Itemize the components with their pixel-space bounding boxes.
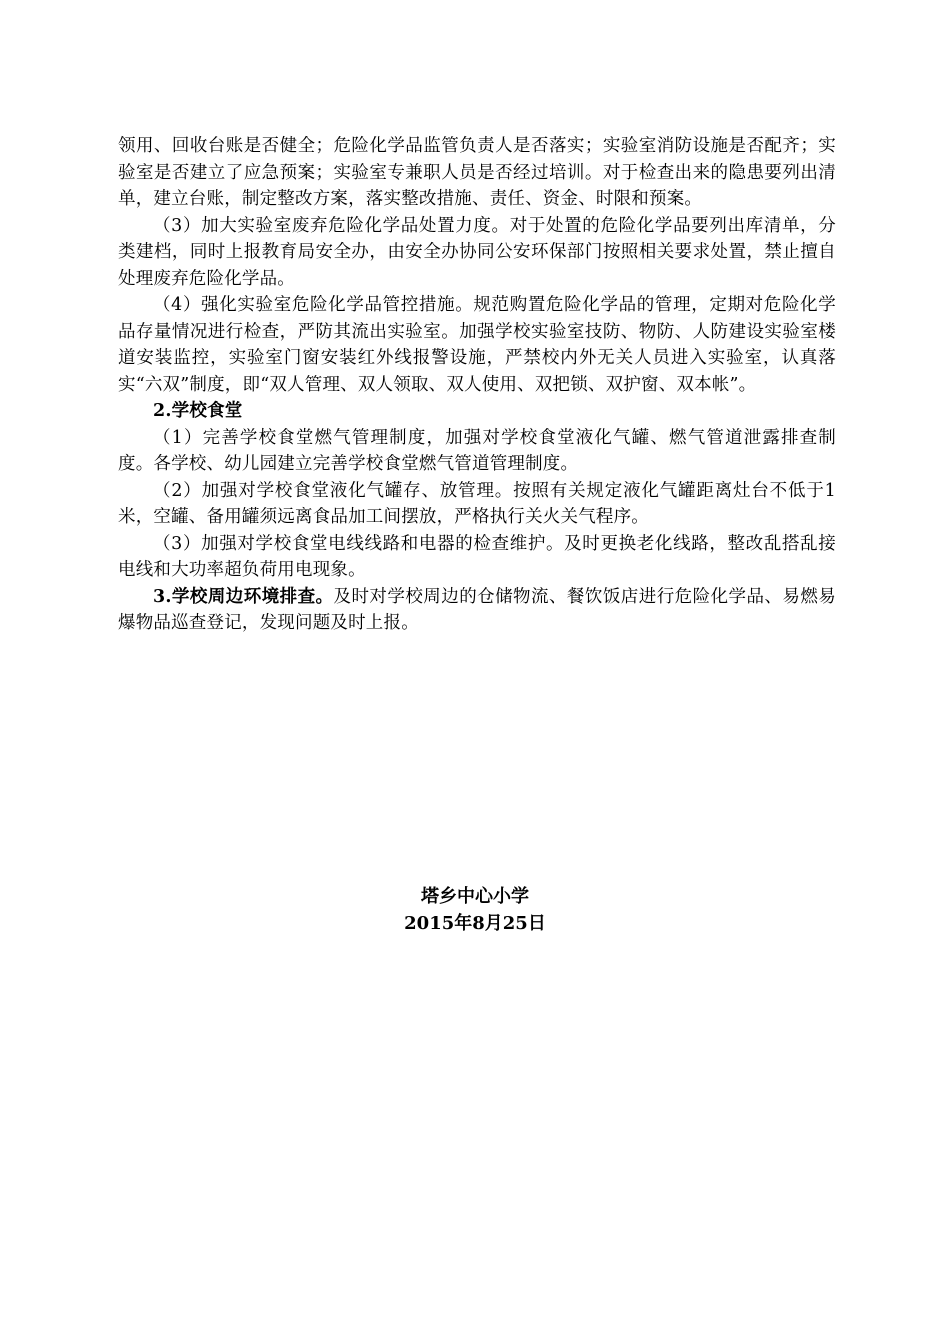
paragraph-inspection-items: 领用、回收台账是否健全；危险化学品监管负责人是否落实；实验室消防设施是否配齐；实验室是否建立了应急预案；实验室专兼职人员是否经过培训。对于检查出来的隐患要列出清单，建立台账，制定整改方案，落实整改措施、责任、资金、时限和预案。 — [118, 136, 836, 209]
paragraph-gas-tank-storage: （2）加强对学校食堂液化气罐存、放管理。按照有关规定液化气罐距离灶台不低于1米，空罐、备用罐须远离食品加工间摆放，严格执行关火关气程序。 — [118, 480, 836, 527]
document-body — [118, 133, 836, 637]
signature-block — [0, 883, 950, 937]
signature-date: 2015年8月25日 — [404, 913, 546, 934]
surroundings-text: 及时对学校周边的仓储物流、餐饮饭店进行危险化学品、易燃易爆物品巡查登记，发现问题及时上报。 — [118, 586, 836, 633]
paragraph-control-measures: （4）强化实验室危险化学品管控措施。规范购置危险化学品的管理，定期对危险化学品存量情况进行检查，严防其流出实验室。加强学校实验室技防、物防、人防建设实验室楼道安装监控，实验室门窗安装红外线报警设施，严禁校内外无关人员进入实验室，认真落实“六双”制度，即“双人管理、双人领取、双人使用、双把锁、双护窗、双本帐”。 — [118, 295, 836, 395]
section-heading-canteen: 2.学校食堂 — [153, 401, 243, 421]
signature-organization: 塔乡中心小学 — [421, 886, 529, 907]
paragraph-electrical-maintenance: （3）加强对学校食堂电线线路和电器的检查维护。及时更换老化线路，整改乱搭乱接电线和大功率超负荷用电现象。 — [118, 533, 836, 580]
paragraph-gas-management: （1）完善学校食堂燃气管理制度，加强对学校食堂液化气罐、燃气管道泄露排查制度。各学校、幼儿园建立完善学校食堂燃气管道管理制度。 — [118, 427, 836, 474]
section-heading-surroundings: 3.学校周边环境排查。 — [153, 586, 334, 607]
paragraph-surroundings-inspection — [118, 584, 836, 637]
paragraph-waste-disposal: （3）加大实验室废弃危险化学品处置力度。对于处置的危险化学品要列出库清单，分类建档，同时上报教育局安全办，由安全办协同公安环保部门按照相关要求处置，禁止擅自处理废弃危险化学品。 — [118, 215, 836, 289]
